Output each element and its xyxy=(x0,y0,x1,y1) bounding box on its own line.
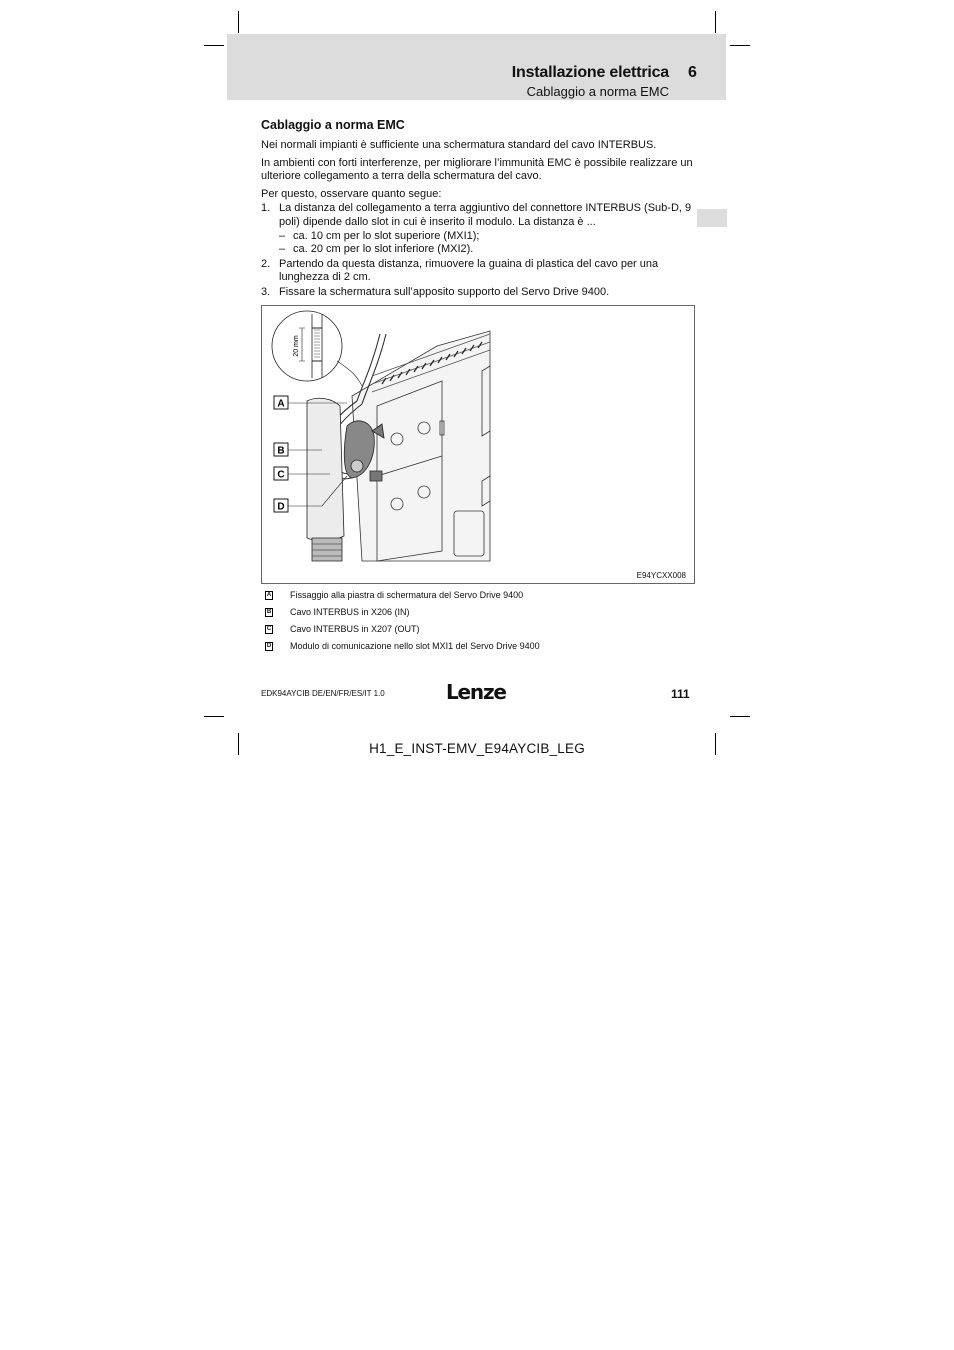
legend-text: Cavo INTERBUS in X207 (OUT) xyxy=(290,624,420,634)
legend-text: Cavo INTERBUS in X206 (IN) xyxy=(290,607,410,617)
callout-d-label: D xyxy=(277,501,285,513)
step-item xyxy=(261,258,701,285)
installation-illustration xyxy=(262,306,694,583)
crop-mark xyxy=(730,716,750,717)
sub-text: ca. 20 cm per lo slot inferiore (MXI2). xyxy=(293,243,474,256)
step-number: 3. xyxy=(261,285,271,298)
legend-key: A xyxy=(266,592,272,598)
crop-mark xyxy=(238,11,239,33)
steps-list xyxy=(261,202,701,299)
chapter-side-tab xyxy=(697,209,727,227)
crop-mark xyxy=(204,45,224,46)
crop-mark xyxy=(715,11,716,33)
sub-dash: – xyxy=(279,229,286,242)
step-item xyxy=(261,202,701,256)
callout-a-label: A xyxy=(277,398,285,410)
callout-b xyxy=(274,443,288,457)
step-number: 2. xyxy=(261,257,271,270)
callout-b-label: B xyxy=(277,445,285,457)
paragraph: Nei normali impianti è sufficiente una schermatura standard del cavo INTERBUS. xyxy=(261,139,657,151)
legend-key: C xyxy=(266,626,272,632)
section-heading: Cablaggio a norma EMC xyxy=(261,118,405,132)
section-subtitle: Cablaggio a norma EMC xyxy=(526,84,669,99)
detail-magnifier xyxy=(272,311,362,386)
interbus-connector xyxy=(307,398,344,561)
callout-c xyxy=(274,467,288,481)
step-text: La distanza del collegamento a terra aggiuntivo del connettore INTERBUS (Sub-D, 9 poli) dipende dallo slot in cui è inserito il modulo. La distanza è ... xyxy=(279,202,692,228)
crop-mark xyxy=(730,45,750,46)
print-slug: H1_E_INST-EMV_E94AYCIB_LEG xyxy=(369,741,585,756)
sub-text: ca. 10 cm per lo slot superiore (MXI1); xyxy=(293,229,480,242)
sub-list xyxy=(279,230,701,257)
figure-box xyxy=(261,305,695,584)
callout-d xyxy=(274,499,288,513)
paragraph: Per questo, osservare quanto segue: xyxy=(261,187,442,200)
footer-doc-id: EDK94AYCIB DE/EN/FR/ES/IT 1.0 xyxy=(261,689,385,698)
sub-dash: – xyxy=(279,243,286,256)
step-number: 1. xyxy=(261,202,271,215)
step-item xyxy=(261,286,701,300)
chapter-number: 6 xyxy=(688,64,697,81)
callout-c-label: C xyxy=(277,469,285,481)
dimension-label: 20 mm xyxy=(293,335,300,357)
legend-text: Fissaggio alla piastra di schermatura del Servo Drive 9400 xyxy=(290,590,524,600)
legend-key: D xyxy=(266,643,272,649)
crop-mark xyxy=(204,716,224,717)
lenze-logo: Lenze xyxy=(446,680,506,704)
sub-item xyxy=(279,230,701,244)
paragraph: In ambienti con forti interferenze, per migliorare l’immunità EMC è possibile realizzare un ulteriore collegamento a terra della schermatura del cavo. xyxy=(261,156,693,183)
step-text: Fissare la schermatura sull’apposito supporto del Servo Drive 9400. xyxy=(279,285,610,298)
callout-a xyxy=(274,396,288,410)
page-number: 111 xyxy=(671,687,690,701)
legend-text: Modulo di comunicazione nello slot MXI1 del Servo Drive 9400 xyxy=(290,641,540,651)
figure-code: E94YCXX008 xyxy=(636,571,686,580)
legend-key: B xyxy=(266,609,272,615)
content xyxy=(261,118,701,301)
chapter-title: Installazione elettrica xyxy=(511,64,669,81)
sub-item xyxy=(279,243,701,257)
step-text: Partendo da questa distanza, rimuovere la guaina di plastica del cavo per una lunghezza di 2 cm. xyxy=(279,257,659,284)
